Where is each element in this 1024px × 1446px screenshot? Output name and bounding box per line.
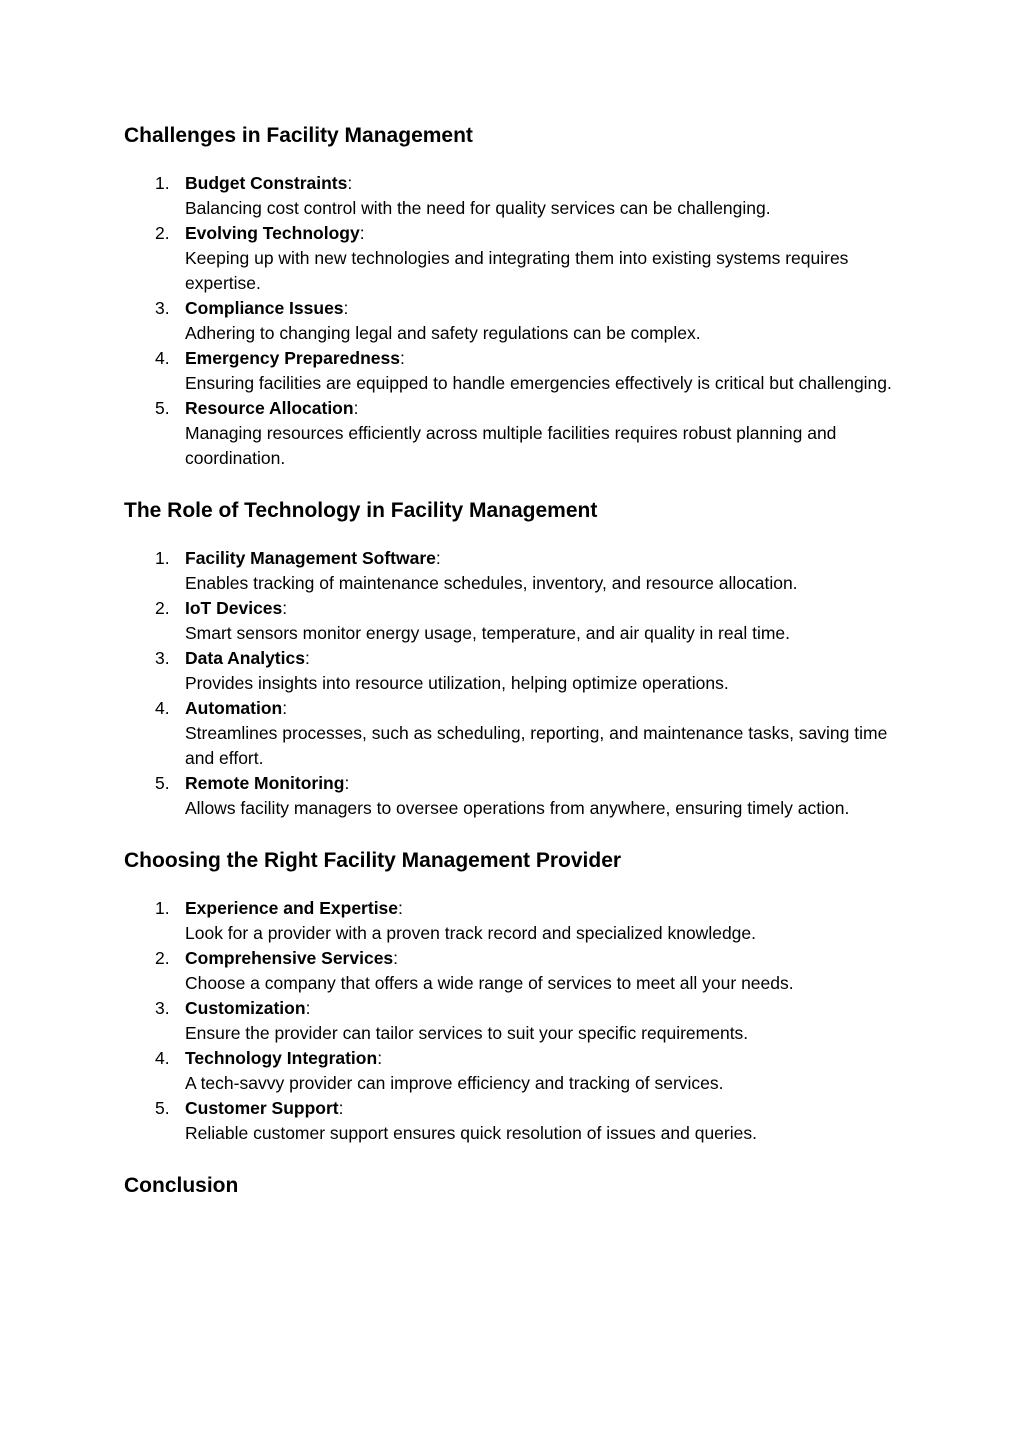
list-item: 5. Customer Support: Reliable customer support ensures quick resolution of issues and queries. xyxy=(124,1096,904,1146)
document-page xyxy=(124,122,904,1221)
list-item: 3. Customization: Ensure the provider can tailor services to suit your specific requirements. xyxy=(124,996,904,1046)
list-item: 4. Technology Integration: A tech-savvy provider can improve efficiency and tracking of services. xyxy=(124,1046,904,1096)
list-item: 5. Resource Allocation: Managing resources efficiently across multiple facilities requires robust planning and coordination. xyxy=(124,396,904,471)
numbered-list xyxy=(124,896,904,1146)
list-number: 2. xyxy=(155,223,170,243)
list-number: 1. xyxy=(155,173,170,193)
item-title: Comprehensive Services xyxy=(185,948,394,968)
numbered-list xyxy=(124,546,904,821)
item-description: Adhering to changing legal and safety regulations can be complex. xyxy=(185,323,701,343)
list-number: 3. xyxy=(155,648,170,668)
item-title: Resource Allocation xyxy=(185,398,354,418)
list-item: 4. Emergency Preparedness: Ensuring facilities are equipped to handle emergencies effectively is critical but challenging. xyxy=(124,346,904,396)
item-description: A tech-savvy provider can improve efficiency and tracking of services. xyxy=(185,1073,724,1093)
section-heading: Challenges in Facility Management xyxy=(124,124,473,147)
section-technology xyxy=(124,497,904,821)
item-title: Automation xyxy=(185,698,283,718)
list-number: 2. xyxy=(155,948,170,968)
item-description: Smart sensors monitor energy usage, temperature, and air quality in real time. xyxy=(185,623,791,643)
list-item: 1. Experience and Expertise: Look for a provider with a proven track record and specialized knowledge. xyxy=(124,896,904,946)
item-description: Provides insights into resource utilization, helping optimize operations. xyxy=(185,673,729,693)
list-item: 3. Data Analytics: Provides insights into resource utilization, helping optimize operations. xyxy=(124,646,904,696)
list-number: 5. xyxy=(155,1098,170,1118)
item-description: Reliable customer support ensures quick resolution of issues and queries. xyxy=(185,1123,757,1143)
item-description: Managing resources efficiently across multiple facilities requires robust planning and coordination. xyxy=(185,423,837,468)
item-title: Customization xyxy=(185,998,306,1018)
item-description: Choose a company that offers a wide range of services to meet all your needs. xyxy=(185,973,794,993)
item-title: Technology Integration xyxy=(185,1048,378,1068)
list-item: 2. Comprehensive Services: Choose a company that offers a wide range of services to meet all your needs. xyxy=(124,946,904,996)
list-number: 4. xyxy=(155,348,170,368)
list-item: 2. IoT Devices: Smart sensors monitor energy usage, temperature, and air quality in real time. xyxy=(124,596,904,646)
list-number: 4. xyxy=(155,698,170,718)
list-number: 5. xyxy=(155,398,170,418)
list-item: 4. Automation: Streamlines processes, such as scheduling, reporting, and maintenance tasks, saving time and effort. xyxy=(124,696,904,771)
list-item: 5. Remote Monitoring: Allows facility managers to oversee operations from anywhere, ensuring timely action. xyxy=(124,771,904,821)
list-number: 1. xyxy=(155,898,170,918)
list-number: 3. xyxy=(155,298,170,318)
item-description: Streamlines processes, such as scheduling, reporting, and maintenance tasks, saving time and effort. xyxy=(185,723,888,768)
section-heading: Choosing the Right Facility Management Provider xyxy=(124,849,622,872)
section-choosing-provider xyxy=(124,847,904,1146)
item-title: Budget Constraints xyxy=(185,173,348,193)
section-challenges xyxy=(124,122,904,471)
section-conclusion xyxy=(124,1172,904,1200)
item-title: Emergency Preparedness xyxy=(185,348,400,368)
item-description: Keeping up with new technologies and integrating them into existing systems requires expertise. xyxy=(185,248,849,293)
list-number: 4. xyxy=(155,1048,170,1068)
item-title: Compliance Issues xyxy=(185,298,344,318)
item-title: Experience and Expertise xyxy=(185,898,399,918)
item-description: Look for a provider with a proven track record and specialized knowledge. xyxy=(185,923,757,943)
numbered-list xyxy=(124,171,904,471)
item-description: Enables tracking of maintenance schedules, inventory, and resource allocation. xyxy=(185,573,798,593)
section-heading: The Role of Technology in Facility Management xyxy=(124,499,598,522)
item-title: Data Analytics xyxy=(185,648,305,668)
item-title: Customer Support xyxy=(185,1098,339,1118)
list-number: 2. xyxy=(155,598,170,618)
list-item: 2. Evolving Technology: Keeping up with new technologies and integrating them into existing systems requires expertise. xyxy=(124,221,904,296)
list-item: 3. Compliance Issues: Adhering to changing legal and safety regulations can be complex. xyxy=(124,296,904,346)
list-number: 3. xyxy=(155,998,170,1018)
list-item: 1. Budget Constraints: Balancing cost control with the need for quality services can be challenging. xyxy=(124,171,904,221)
item-title: Evolving Technology xyxy=(185,223,360,243)
list-number: 1. xyxy=(155,548,170,568)
item-description: Ensuring facilities are equipped to handle emergencies effectively is critical but challenging. xyxy=(185,373,892,393)
item-description: Ensure the provider can tailor services to suit your specific requirements. xyxy=(185,1023,749,1043)
section-heading: Conclusion xyxy=(124,1174,239,1197)
list-number: 5. xyxy=(155,773,170,793)
list-item: 1. Facility Management Software: Enables tracking of maintenance schedules, inventory, and resource allocation. xyxy=(124,546,904,596)
item-title: IoT Devices xyxy=(185,598,283,618)
item-description: Balancing cost control with the need for quality services can be challenging. xyxy=(185,198,771,218)
item-title: Facility Management Software xyxy=(185,548,436,568)
item-description: Allows facility managers to oversee operations from anywhere, ensuring timely action. xyxy=(185,798,850,818)
item-title: Remote Monitoring xyxy=(185,773,345,793)
